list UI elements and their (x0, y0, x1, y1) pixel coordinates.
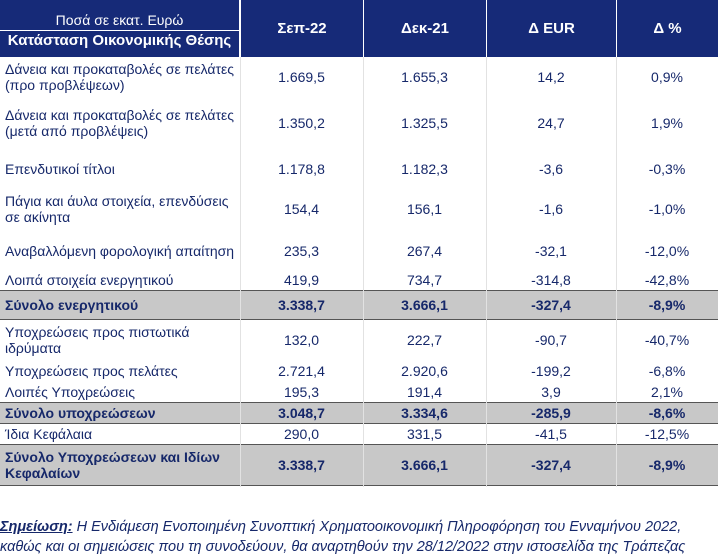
cell-delta-pct: -12,0% (644, 243, 690, 259)
footnote-lead: Σημείωση: (0, 519, 73, 535)
table-row (0, 270, 718, 290)
cell-delta-pct: -12,5% (644, 426, 690, 442)
cell-sep22: 290,0 (283, 426, 320, 442)
table-header (0, 0, 718, 57)
cell-sep22: 419,9 (283, 272, 320, 288)
cell-delta-pct: -6,8% (648, 363, 686, 379)
cell-delta-pct: -8,9% (648, 297, 686, 313)
cell-delta-eur: -90,7 (535, 332, 567, 348)
cell-delta-eur: -1,6 (538, 201, 564, 217)
row-label: Δάνεια και προκαταβολές σε πελάτες (μετά από προβλέψεις) (5, 107, 234, 139)
cell-delta-pct: 1,9% (651, 115, 683, 131)
table-row (0, 360, 718, 382)
cell-dec21: 3.666,1 (401, 457, 448, 473)
row-label: Αναβαλλόμενη φορολογική απαίτηση (5, 243, 235, 259)
cell-dec21: 222,7 (406, 332, 443, 348)
header-divider (0, 30, 240, 31)
cell-delta-eur: 3,9 (541, 384, 561, 400)
cell-dec21: 267,4 (406, 243, 443, 259)
table-row (0, 424, 718, 444)
cell-delta-eur: -327,4 (531, 297, 571, 313)
row-label: Λοιπά στοιχεία ενεργητικού (5, 272, 174, 288)
cell-delta-eur: 14,2 (537, 69, 565, 85)
cell-delta-eur: -32,1 (535, 243, 567, 259)
table-row (0, 232, 718, 270)
table-row (0, 320, 718, 360)
row-label: Σύνολο Υποχρεώσεων και Ιδίων Κεφαλαίων (5, 449, 220, 481)
header-label-cell (0, 0, 240, 57)
row-label: Υποχρεώσεις προς πιστωτικά ιδρύματα (5, 324, 190, 356)
cell-delta-pct: -0,3% (648, 161, 686, 177)
cell-sep22: 195,3 (283, 384, 320, 400)
cell-delta-pct: -40,7% (644, 332, 690, 348)
cell-delta-pct: -8,9% (648, 457, 686, 473)
column-divider (616, 57, 617, 487)
table-row (0, 186, 718, 232)
cell-delta-pct: 0,9% (651, 69, 683, 85)
cell-delta-pct: -42,8% (644, 272, 690, 288)
row-label: Ίδια Κεφάλαια (5, 426, 93, 442)
table-total-row (0, 290, 718, 320)
table-row (0, 152, 718, 186)
cell-dec21: 331,5 (406, 426, 443, 442)
footnote-line2: καθώς και οι σημειώσεις που τη συνοδεύουν, θα αναρτηθούν την 28/12/2022 στην ιστοσελίδα της Τράπεζας (0, 539, 686, 555)
column-divider (240, 57, 241, 487)
cell-sep22: 154,4 (283, 201, 320, 217)
cell-sep22: 3.048,7 (278, 405, 325, 421)
col-header-delta-pct: Δ % (616, 0, 718, 57)
row-label: Πάγια και άυλα στοιχεία, επενδύσεις σε ακίνητα (5, 193, 229, 225)
table-row (0, 94, 718, 152)
column-divider (363, 57, 364, 487)
col-header-dec21: Δεκ-21 (363, 0, 486, 57)
cell-sep22: 3.338,7 (278, 297, 325, 313)
cell-delta-eur: -327,4 (531, 457, 571, 473)
cell-delta-eur: -199,2 (531, 363, 571, 379)
table-row (0, 60, 718, 94)
table-row (0, 382, 718, 402)
table-total-row (0, 402, 718, 424)
cell-delta-eur: -314,8 (531, 272, 571, 288)
cell-dec21: 191,4 (406, 384, 443, 400)
cell-dec21: 1.325,5 (401, 115, 448, 131)
cell-dec21: 3.334,6 (401, 405, 448, 421)
row-label: Σύνολο ενεργητικού (5, 297, 139, 313)
row-label: Λοιπές Υποχρεώσεις (5, 384, 135, 400)
cell-sep22: 1.669,5 (278, 69, 325, 85)
footnote (0, 519, 681, 535)
cell-delta-eur: -285,9 (531, 405, 571, 421)
column-divider (486, 57, 487, 487)
col-header-delta-eur: Δ EUR (486, 0, 616, 57)
col-header-sep22: Σεπ-22 (240, 0, 363, 57)
cell-delta-eur: 24,7 (537, 115, 565, 131)
units-label: Ποσά σε εκατ. Ευρώ (55, 12, 184, 28)
table-total-row (0, 444, 718, 486)
cell-delta-eur: -41,5 (535, 426, 567, 442)
cell-dec21: 2.920,6 (401, 363, 448, 379)
row-label: Δάνεια και προκαταβολές σε πελάτες (προ προβλέψεων) (5, 61, 234, 93)
row-label: Σύνολο υποχρεώσεων (5, 405, 156, 421)
cell-delta-pct: -1,0% (648, 201, 686, 217)
cell-dec21: 1.655,3 (401, 69, 448, 85)
cell-delta-pct: 2,1% (651, 384, 683, 400)
cell-sep22: 3.338,7 (278, 457, 325, 473)
footnote-line1: Η Ενδιάμεση Ενοποιημένη Συνοπτική Χρηματοοικονομική Πληροφόρηση του Ενναμήνου 2022, (72, 519, 682, 535)
cell-delta-pct: -8,6% (648, 405, 686, 421)
cell-dec21: 1.182,3 (401, 161, 448, 177)
cell-sep22: 1.350,2 (278, 115, 325, 131)
cell-sep22: 235,3 (283, 243, 320, 259)
row-label: Υποχρεώσεις προς πελάτες (5, 363, 178, 379)
cell-dec21: 156,1 (406, 201, 443, 217)
cell-dec21: 734,7 (406, 272, 443, 288)
statement-label: Κατάσταση Οικονομικής Θέσης (7, 32, 232, 49)
cell-sep22: 2.721,4 (278, 363, 325, 379)
cell-dec21: 3.666,1 (401, 297, 448, 313)
cell-delta-eur: -3,6 (538, 161, 564, 177)
cell-sep22: 1.178,8 (278, 161, 325, 177)
cell-sep22: 132,0 (283, 332, 320, 348)
row-label: Επενδυτικοί τίτλοι (5, 161, 115, 177)
